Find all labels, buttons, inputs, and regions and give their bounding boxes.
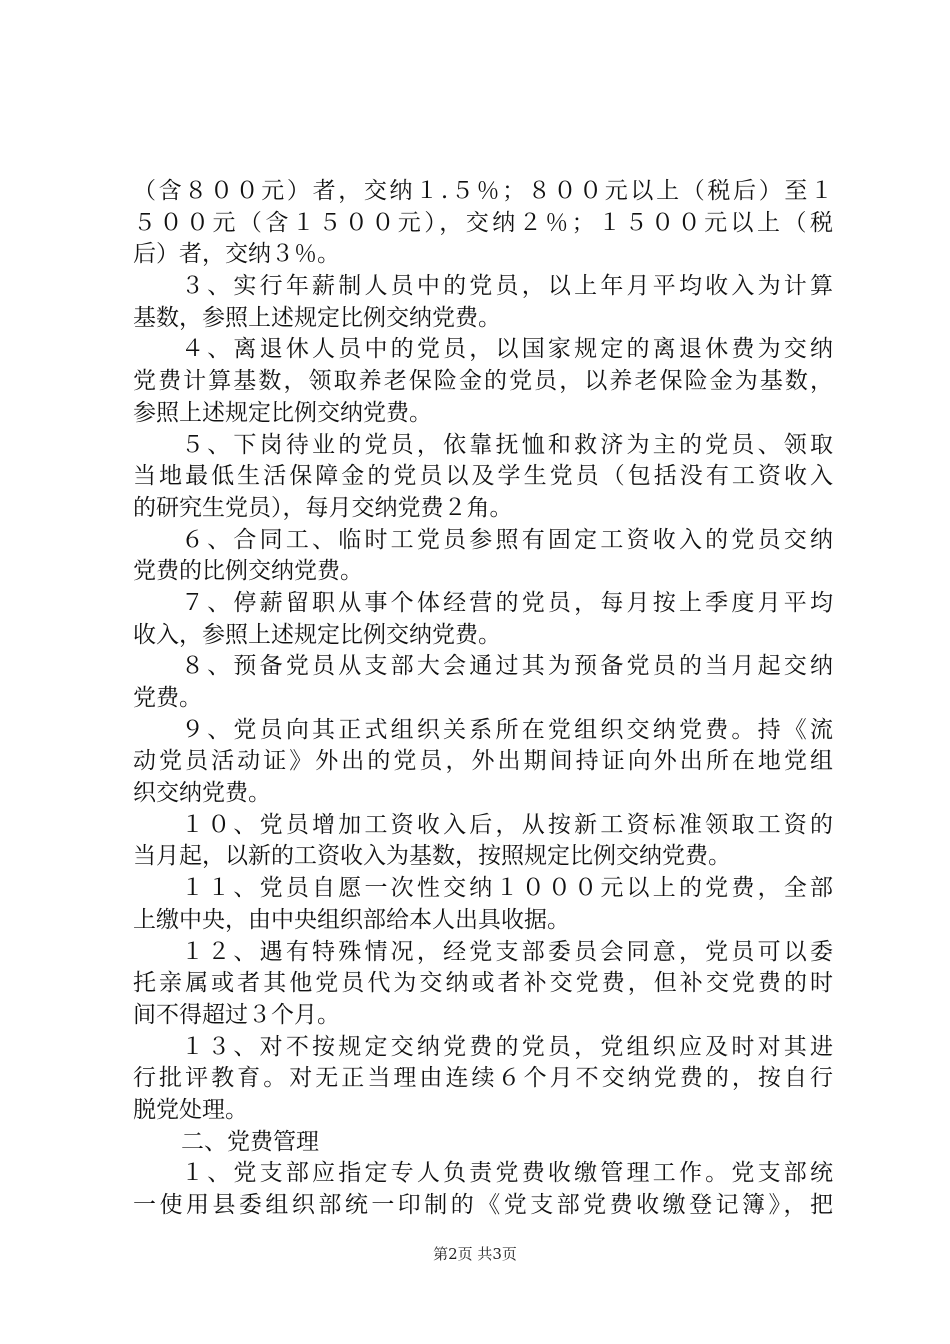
text-line: 收入，参照上述规定比例交纳党费。: [133, 621, 501, 648]
text-line: 动党员活动证》外出的党员，外出期间持证向外出所在地党组: [133, 748, 833, 775]
text-line: （含８００元）者，交纳１.５％；８００元以上（税后）至１: [133, 178, 833, 204]
text-line: 后）者，交纳３％。: [133, 241, 340, 268]
text-line: 脱党处理。: [133, 1096, 248, 1123]
text-line: ７、停薪留职从事个体经营的党员，每月按上季度月平均: [181, 589, 833, 616]
text-line: 上缴中央，由中央组织部给本人出具收据。: [133, 906, 570, 933]
section-heading: 二、党费管理: [181, 1128, 319, 1155]
text-line: １０、党员增加工资收入后，从按新工资标准领取工资的: [181, 811, 833, 838]
text-line: 一使用县委组织部统一印制的《党支部党费收缴登记簿》，把: [133, 1192, 833, 1218]
text-line: 参照上述规定比例交纳党费。: [133, 399, 432, 426]
text-line: 党费。: [133, 685, 202, 711]
text-line: 当地最低生活保障金的党员以及学生党员（包括没有工资收入: [133, 463, 833, 490]
text-line: ５、下岗待业的党员，依靠抚恤和救济为主的党员、领取: [181, 431, 833, 458]
text-line: １、党支部应指定专人负责党费收缴管理工作。党支部统: [181, 1160, 833, 1187]
text-line: ３、实行年薪制人员中的党员，以上年月平均收入为计算: [181, 273, 833, 300]
text-line: 织交纳党费。: [133, 780, 271, 807]
text-line: ４、离退休人员中的党员，以国家规定的离退休费为交纳: [181, 336, 833, 363]
text-line: 党费的比例交纳党费。: [133, 558, 363, 585]
text-line: ８、预备党员从支部大会通过其为预备党员的当月起交纳: [181, 653, 833, 680]
text-line: ５００元（含１５００元），交纳２％；１５００元以上（税: [133, 209, 833, 236]
text-line: 行批评教育。对无正当理由连续６个月不交纳党费的，按自行: [133, 1065, 833, 1092]
page-number: 第2页 共3页: [433, 1245, 517, 1263]
body-text: [133, 176, 833, 1222]
text-line: １２、遇有特殊情况，经党支部委员会同意，党员可以委: [181, 938, 833, 965]
text-line: １１、党员自愿一次性交纳１０００元以上的党费，全部: [181, 875, 833, 902]
text-line: 基数，参照上述规定比例交纳党费。: [133, 304, 501, 331]
text-line: 的研究生党员），每月交纳党费２角。: [133, 494, 513, 521]
text-line: 当月起，以新的工资收入为基数，按照规定比例交纳党费。: [133, 843, 731, 870]
text-line: １３、对不按规定交纳党费的党员，党组织应及时对其进: [181, 1033, 833, 1060]
text-line: 托亲属或者其他党员代为交纳或者补交党费，但补交党费的时: [133, 970, 833, 997]
text-line: ９、党员向其正式组织关系所在党组织交纳党费。持《流: [181, 716, 833, 743]
text-line: ６、合同工、临时工党员参照有固定工资收入的党员交纳: [181, 526, 833, 553]
text-line: 党费计算基数，领取养老保险金的党员，以养老保险金为基数，: [133, 368, 833, 395]
text-line: 间不得超过３个月。: [133, 1001, 340, 1028]
